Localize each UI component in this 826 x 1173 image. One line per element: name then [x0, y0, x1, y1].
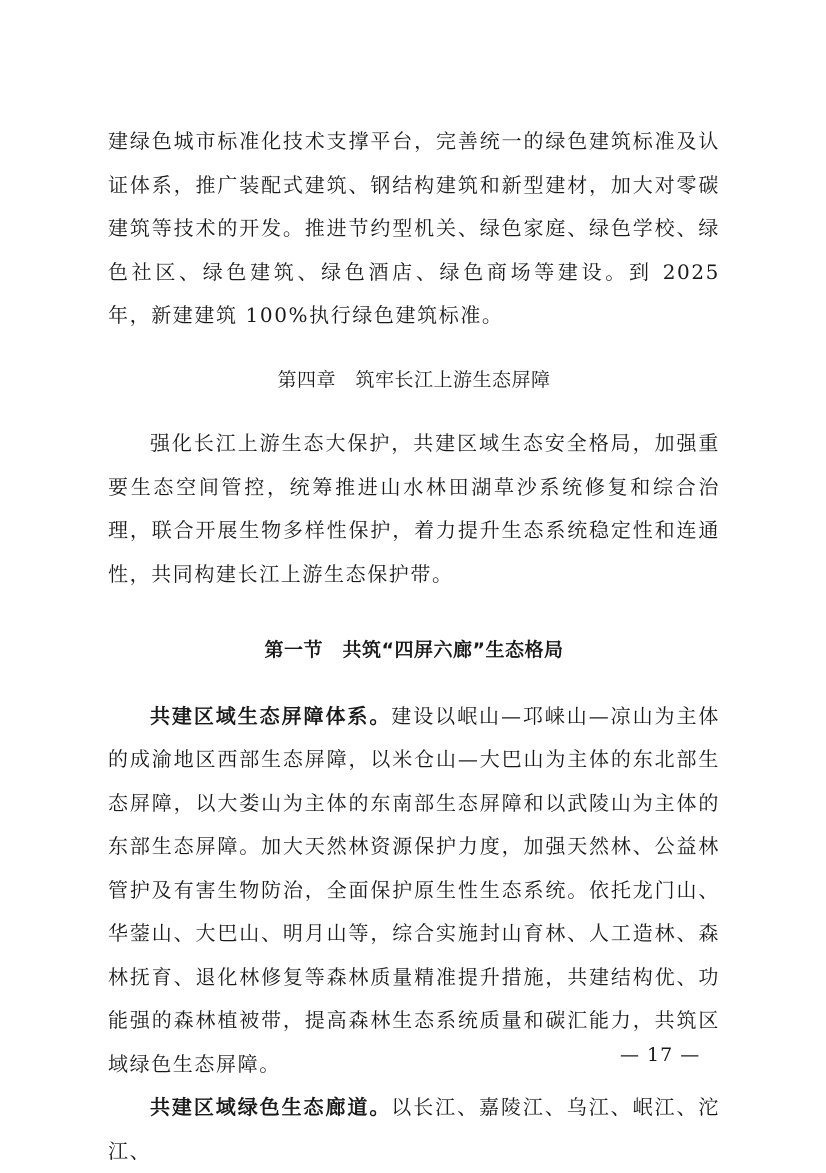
paragraph-lead-corridor: 共建区域绿色生态廊道。	[150, 1095, 392, 1119]
paragraph-ecological-barrier	[108, 695, 720, 1087]
paragraph-intro: 建绿色城市标准化技术支撑平台，完善统一的绿色建筑标准及认证体系，推广装配式建筑、钢结构建筑和新型建材，加大对零碳建筑等技术的开发。推进节约型机关、绿色家庭、绿色学校、绿色社区、绿色建筑、绿色酒店、绿色商场等建设。到 2025 年，新建建筑 100%执行绿色建筑标准。	[108, 129, 720, 327]
section-title: 第一节 共筑“四屏六廊”生态格局	[264, 639, 564, 661]
paragraph-ecological-corridor	[108, 1086, 720, 1173]
page-number: — 17 —	[620, 1044, 701, 1066]
paragraph-body-corridor: 以长江、嘉陵江、乌江、岷江、沱江、	[108, 1095, 720, 1163]
paragraph-chapter-summary: 强化长江上游生态大保护，共建区域生态安全格局，加强重要生态空间管控，统筹推进山水林田湖草沙系统修复和综合治理，联合开展生物多样性保护，着力提升生态系统稳定性和连通性，共同构建长江上游生态保护带。	[108, 431, 720, 586]
chapter-title: 第四章 筑牢长江上游生态屏障	[277, 368, 551, 391]
document-page	[108, 120, 720, 1173]
paragraph-lead-barrier: 共建区域生态屏障体系。	[150, 703, 392, 728]
paragraph-body-barrier: 建设以岷山—邛崃山—凉山为主体的成渝地区西部生态屏障，以米仓山—大巴山为主体的东北部生态屏障，以大娄山为主体的东南部生态屏障和以武陵山为主体的东部生态屏障。加大天然林资源保护力度，加强天然林、公益林管护及有害生物防治，全面保护原生性生态系统。依托龙门山、华蓥山、大巴山、明月山等，综合实施封山育林、人工造林、森林抚育、退化林修复等森林质量精准提升措施，共建结构优、功能强的森林植被带，提高森林生态系统质量和碳汇能力，共筑区域绿色生态屏障。	[108, 703, 720, 1076]
